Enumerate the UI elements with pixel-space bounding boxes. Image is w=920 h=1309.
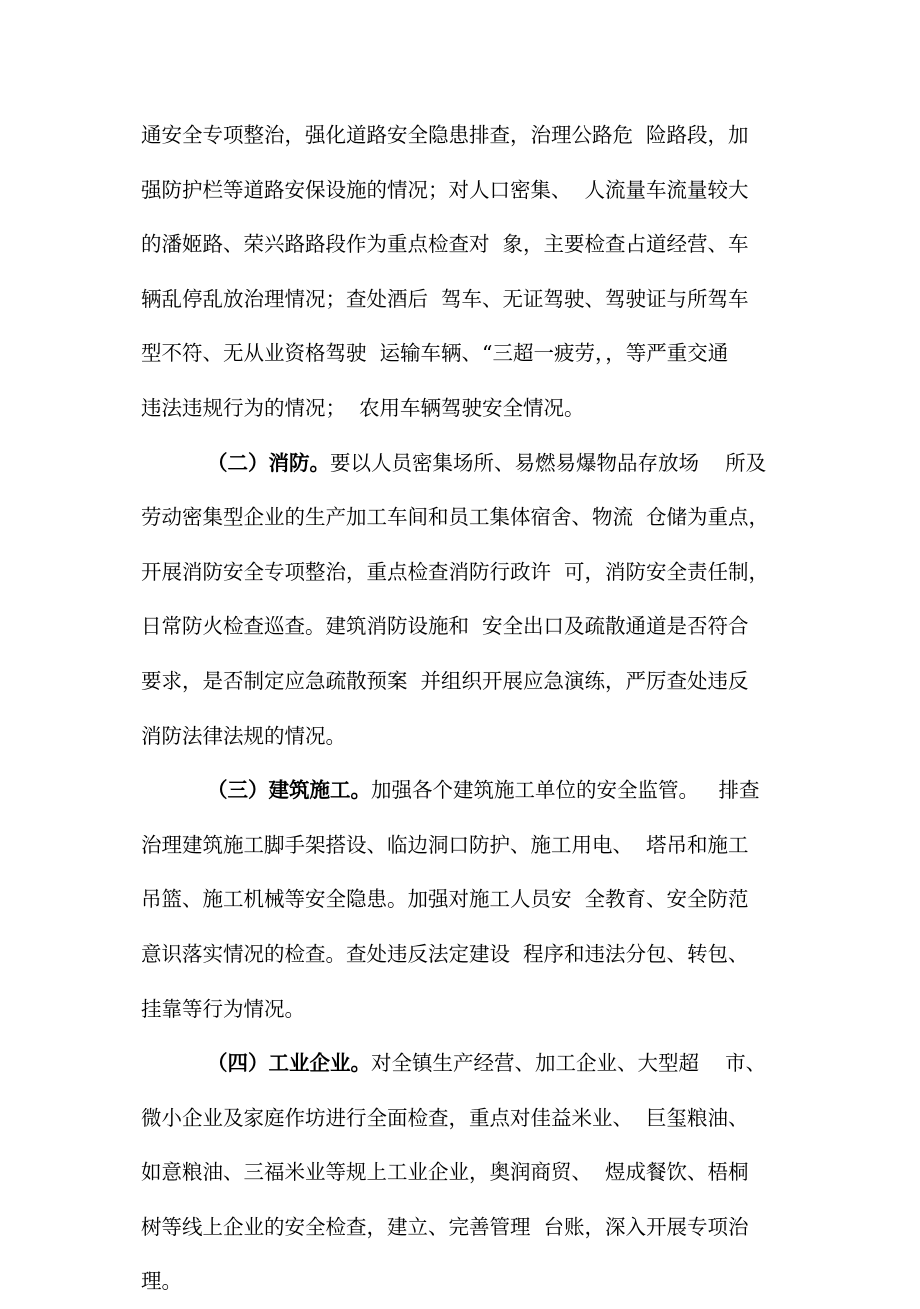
text-line: 型不符、无从业资格驾驶 运输车辆、“三超一疲劳，，等严重交通 — [141, 341, 729, 366]
paragraph-traffic — [141, 108, 801, 436]
text-line: 要求，是否制定应急疏散预案 并组织开展应急演练，严厉查处违反 — [141, 668, 749, 693]
text-line: 违法违规行为的情况； 农用车辆驾驶安全情况。 — [141, 395, 585, 420]
paragraph-construction — [141, 763, 801, 1036]
paragraph-industry — [141, 1036, 801, 1309]
text-line: 通安全专项整治，强化道路安全隐患排查，治理公路危 险路段，加 — [141, 123, 749, 147]
text-line: 强防护栏等道路安保设施的情况；对人口密集、 人流量车流量较大 — [141, 177, 749, 202]
text-line: 开展消防安全专项整治，重点检查消防行政许 可，消防安全责任制， — [141, 559, 770, 584]
text-line — [141, 1036, 801, 1091]
section-heading-fire: （二）消防。 — [207, 450, 330, 475]
text-line: 的潘姬路、荣兴路路段作为重点检查对 象，主要检查占道经营、车 — [141, 232, 749, 257]
text-line: 微小企业及家庭作坊进行全面检查，重点对佳益米业、 巨玺粮油、 — [141, 1105, 749, 1130]
text-line: 意识落实情况的检查。查处违反法定建设 程序和违法分包、转包、 — [141, 941, 749, 966]
text-line: 如意粮油、三福米业等规上工业企业，奥润商贸、 煜成餐饮、梧桐 — [141, 1160, 749, 1185]
text-line — [141, 436, 801, 491]
text-run: 加强各个建筑施工单位的安全监管。 排查 — [371, 778, 760, 803]
text-line: 理。 — [141, 1269, 182, 1294]
text-line: 吊篮、施工机械等安全隐患。加强对施工人员安 全教育、安全防范 — [141, 887, 749, 912]
text-line: 日常防火检查巡查。建筑消防设施和 安全出口及疏散通道是否符合 — [141, 614, 749, 639]
text-line: 树等线上企业的安全检查，建立、完善管理 台账，深入开展专项治 — [141, 1214, 749, 1239]
document-body — [141, 108, 801, 1309]
text-line: 劳动密集型企业的生产加工车间和员工集体宿舍、物流 仓储为重点， — [141, 505, 770, 530]
section-heading-construction: （三）建筑施工。 — [207, 778, 371, 803]
text-line: 辆乱停乱放治理情况；查处酒后 驾车、无证驾驶、驾驶证与所驾车 — [141, 286, 749, 311]
text-line: 治理建筑施工脚手架搭设、临边洞口防护、施工用电、 塔吊和施工 — [141, 832, 749, 857]
section-heading-industry: （四）工业企业。 — [207, 1051, 371, 1076]
text-line — [141, 763, 801, 818]
text-line: 消防法律法规的情况。 — [141, 723, 346, 748]
paragraph-fire-safety — [141, 436, 801, 764]
text-run: 要以人员密集场所、易燃易爆物品存放场 所及 — [330, 450, 767, 475]
text-line: 挂靠等行为情况。 — [141, 996, 305, 1021]
text-run: 对全镇生产经营、加工企业、大型超 市、 — [371, 1051, 767, 1076]
